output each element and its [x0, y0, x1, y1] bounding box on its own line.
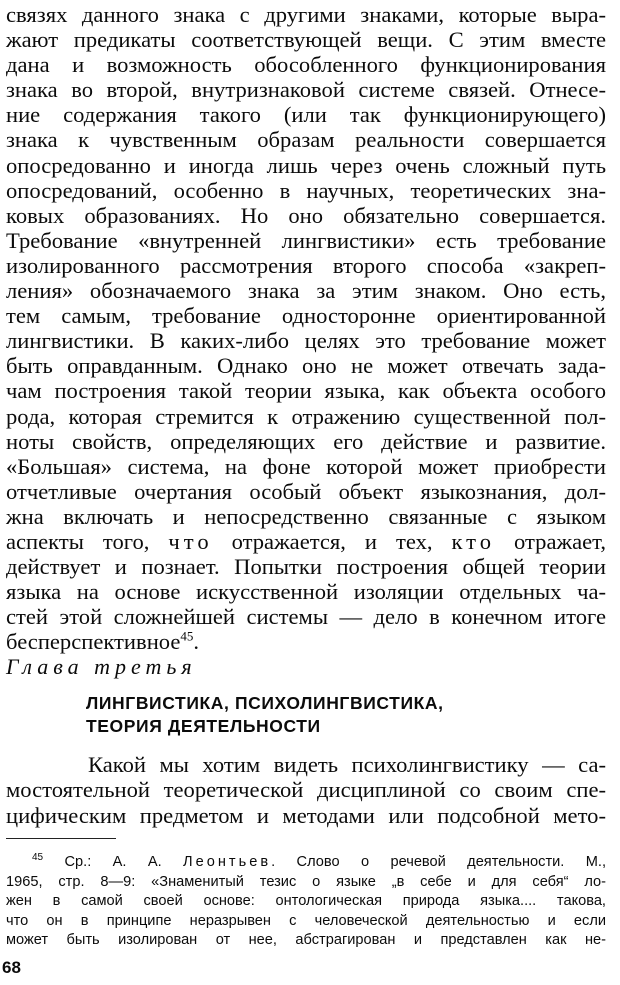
spaced-word: кто [451, 528, 496, 554]
text-fragment: бесперспективное [6, 629, 181, 655]
text-line: знака во второй, внутризнаковой системе связей. Отнесе- [6, 77, 606, 103]
chapter-label: Глава третья [6, 654, 197, 679]
page-number: 68 [2, 958, 21, 977]
footnote-line: 1965, стр. 8—9: «Знаменитый тезис о языке „в себе и для себя“ ло- [6, 873, 606, 890]
chapter-title-line: ЛИНГВИСТИКА, ПСИХОЛИНГВИСТИКА, [86, 693, 444, 713]
footnote-line: что он в принципе неразрывен с человеческой деятельностью и если [6, 912, 606, 929]
chapter-title [86, 692, 444, 738]
text-line: стей этой сложнейшей системы — дело в конечном итоге [6, 604, 606, 630]
footnote-author: Леонтьев [183, 854, 272, 870]
text-fragment: аспекты того, [6, 528, 169, 554]
footnote-line [6, 853, 606, 873]
chapter-title-line: ТЕОРИЯ ДЕЯТЕЛЬНОСТИ [86, 716, 321, 736]
text-line: дана и возможность обособленного функционирования [6, 52, 606, 78]
spaced-word: что [168, 528, 213, 554]
footnote-line: жен в самой своей основе: онтологическая природа языка.... такова, [6, 893, 606, 910]
body-text [6, 2, 606, 654]
footnote-divider [6, 838, 116, 839]
text-line: чам построения такой теории языка, как объекта особого [6, 378, 606, 404]
text-line: Требование «внутренней лингвистики» есть требование [6, 227, 606, 253]
text-line-last [6, 629, 606, 654]
text-fragment: Ср.: А. А. [43, 854, 184, 870]
text-line: ковых образованиях. Но оно обязательно совершается. [6, 202, 606, 228]
text-fragment: отражается, и тех, [212, 528, 452, 554]
text-line: опосредованно и иногда лишь через очень сложный путь [6, 152, 606, 178]
text-line: ноты свойств, определяющих его действие и развитие. [6, 428, 606, 454]
text-fragment: . Слово о речевой деятельности. М., [271, 854, 607, 870]
text-line: связях данного знака с другими знаками, которые выра- [6, 2, 606, 27]
text-line: быть оправданным. Однако оно не может отвечать зада- [6, 353, 606, 379]
chapter-intro [6, 752, 606, 828]
text-line: языка на основе искусственной изоляции отдельных ча- [6, 579, 606, 605]
intro-line: Какой мы хотим видеть психолингвистику — са- [88, 752, 606, 777]
text-line: знака к чувственным образам реальности совершается [6, 127, 606, 153]
intro-line: цифическим предметом и методами или подсобной мето- [6, 802, 606, 828]
text-line: рода, которая стремится к отражению существенной пол- [6, 403, 606, 429]
footnote-number: 45 [32, 852, 44, 864]
text-fragment: отражает, [495, 528, 606, 554]
intro-line: мостоятельной теоретической дисциплиной со своим спе- [6, 777, 606, 803]
text-line: ние содержания такого (или так функционирующего) [6, 102, 606, 128]
period: . [193, 629, 200, 655]
text-line: ления» обозначаемого знака за этим знаком. Оно есть, [6, 278, 606, 304]
text-line: опосредований, особенно в научных, теоретических зна- [6, 177, 606, 203]
footnote [6, 853, 606, 951]
text-line: тем самым, требование односторонне ориентированной [6, 303, 606, 329]
text-line: действует и познает. Попытки построения общей теории [6, 554, 606, 580]
text-line: отчетливые очертания особый объект языкознания, дол- [6, 478, 606, 504]
text-line: «Большая» система, на фоне которой может приобрести [6, 453, 606, 479]
text-line: лингвистики. В каких-либо целях это требование может [6, 328, 606, 354]
footnote-line: может быть изолирован от нее, абстрагирован и представлен как не- [6, 932, 606, 949]
text-line: жна включать и непосредственно связанные с языком [6, 503, 606, 529]
footnote-ref[interactable]: 45 [180, 628, 194, 644]
text-line: изолированного рассмотрения второго способа «закреп- [6, 252, 606, 278]
text-line-spaced [6, 529, 606, 554]
text-line: жают предикаты соответствующей вещи. С этим вместе [6, 27, 606, 53]
